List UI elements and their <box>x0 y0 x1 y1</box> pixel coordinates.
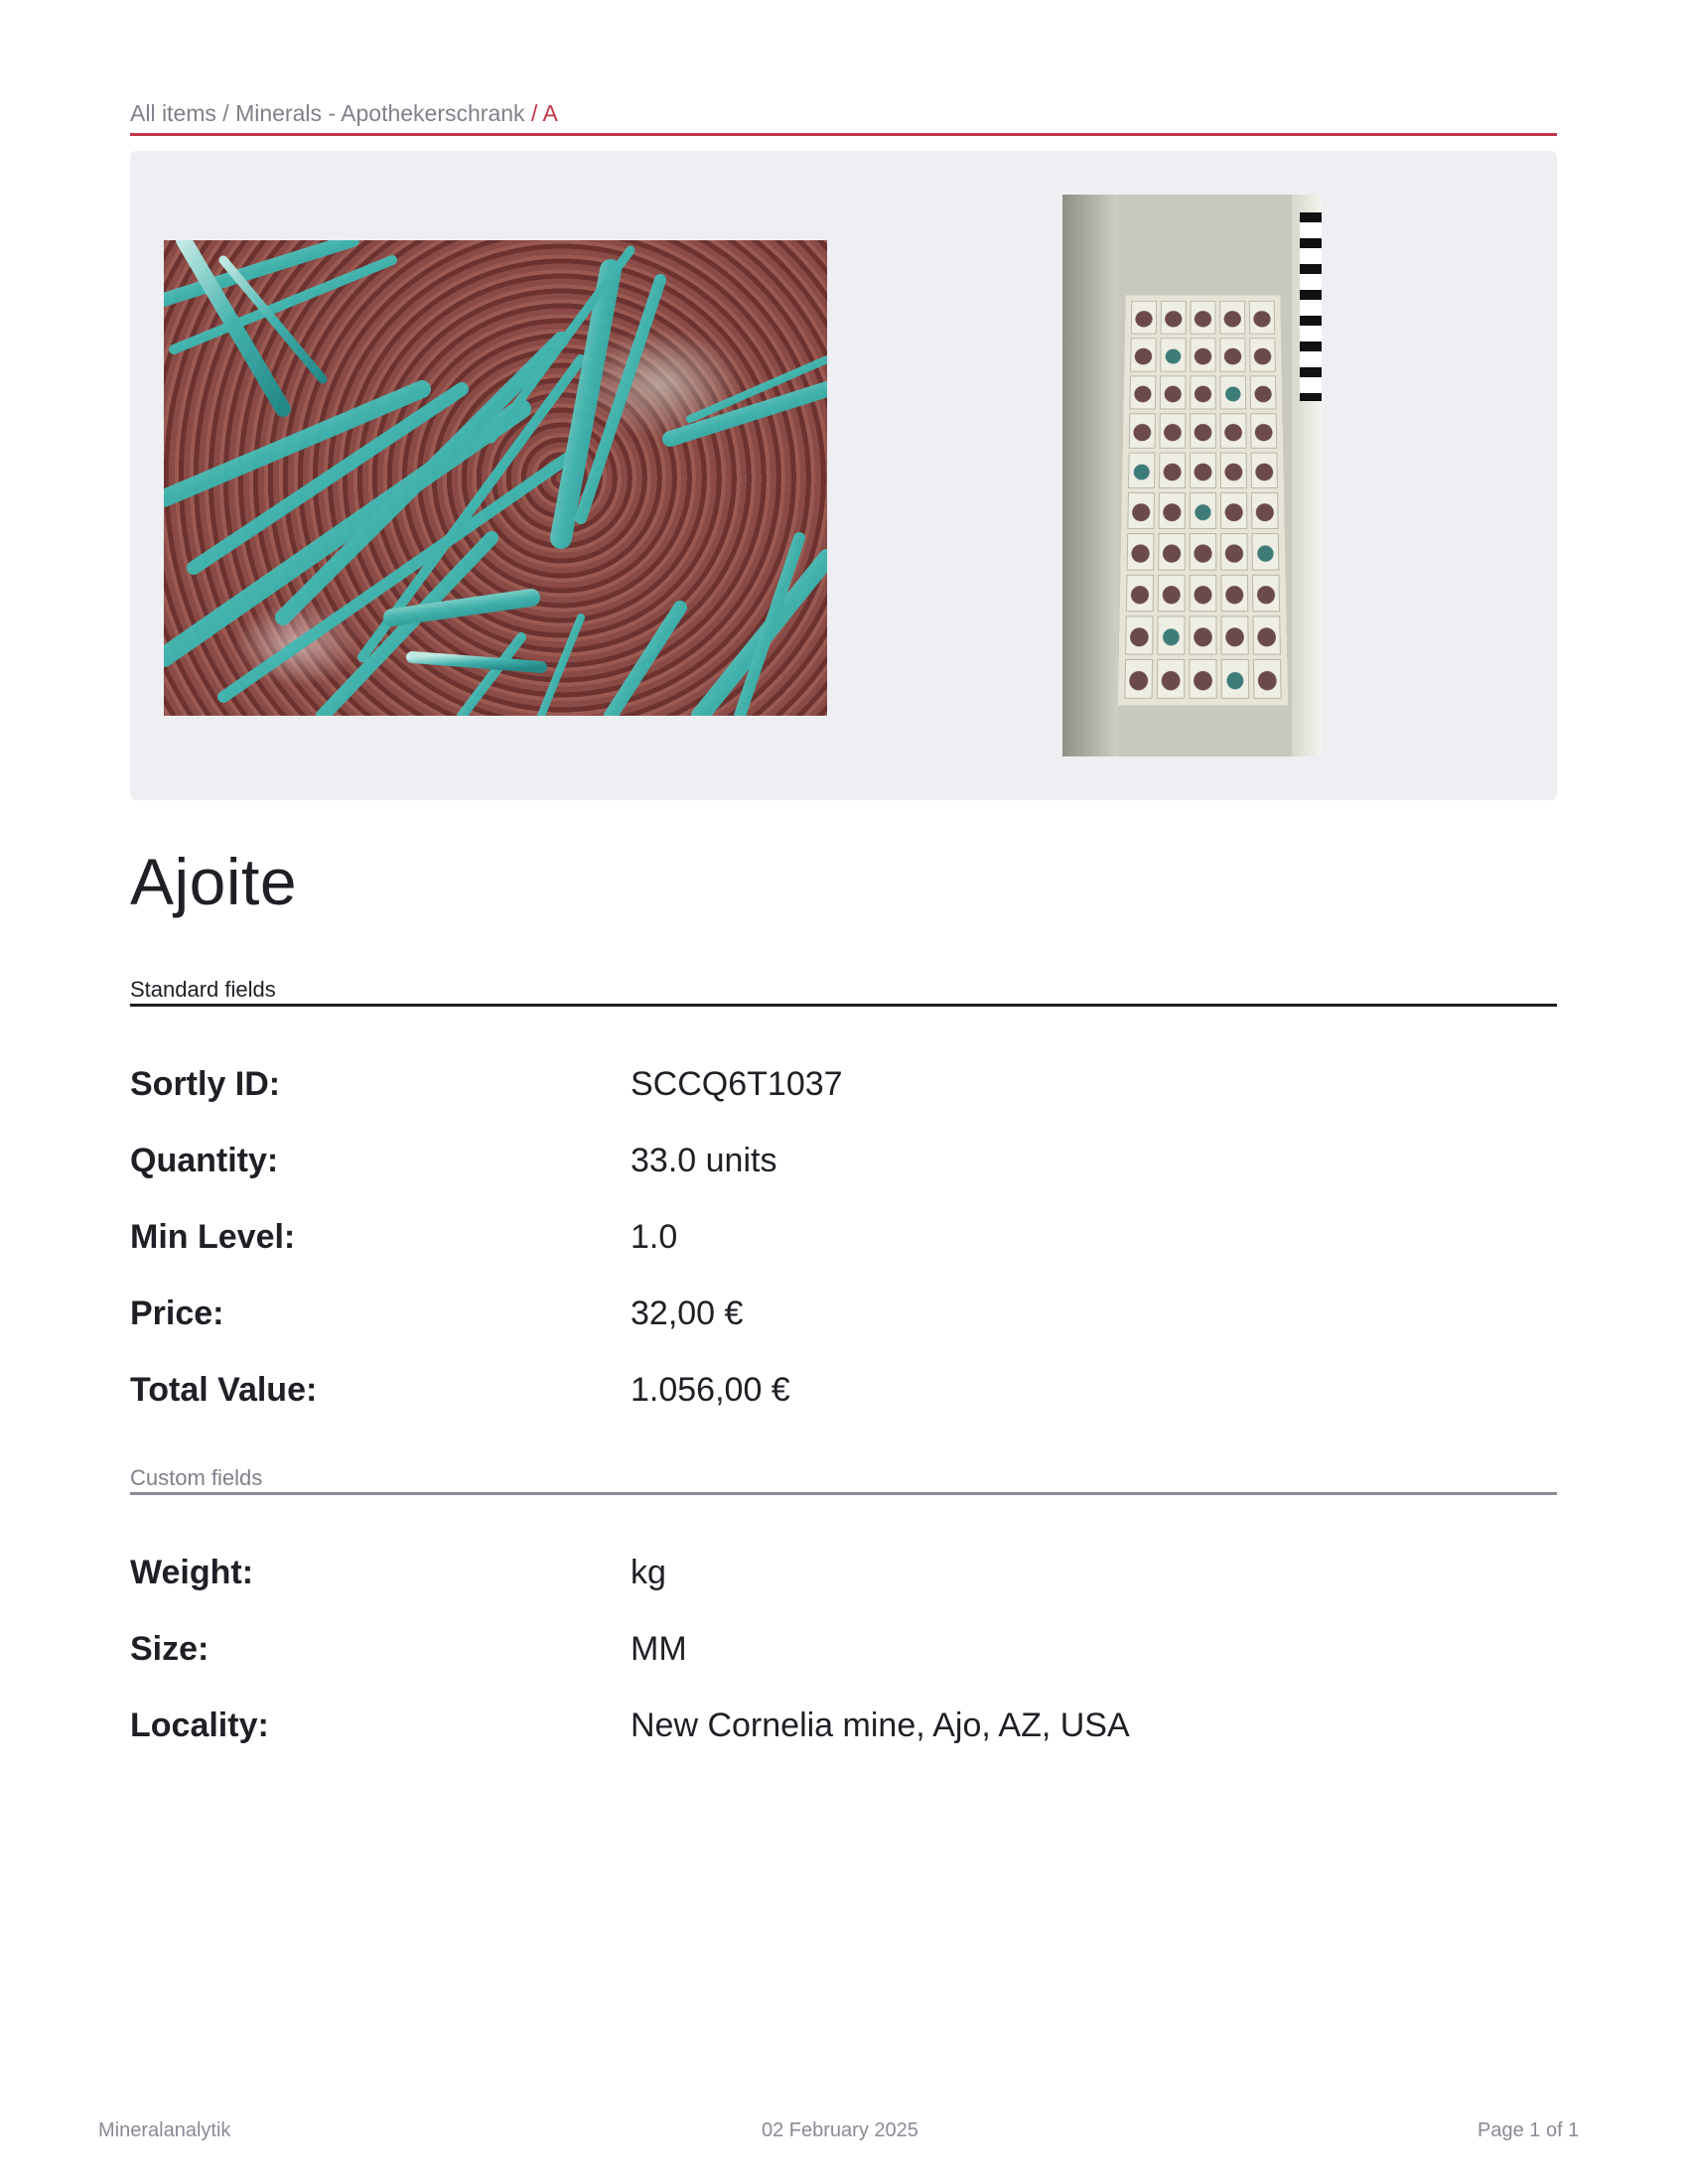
footer-date: 02 February 2025 <box>762 2119 918 2141</box>
field-value: kg <box>631 1554 666 1591</box>
breadcrumb <box>130 99 1557 136</box>
field-row-locality <box>130 1694 1557 1770</box>
field-label: Price: <box>130 1295 224 1332</box>
field-value: SCCQ6T1037 <box>631 1065 843 1103</box>
custom-fields-list <box>130 1541 1557 1770</box>
field-row-size <box>130 1617 1557 1694</box>
field-row-quantity <box>130 1129 1557 1205</box>
footer-page-number: Page 1 of 1 <box>1477 2119 1580 2141</box>
breadcrumb-current: A <box>542 100 558 126</box>
breadcrumb-separator: / <box>530 100 543 126</box>
drawer-labels-graphic <box>1300 212 1322 401</box>
drawer-photo[interactable] <box>1062 195 1322 756</box>
field-value: 1.056,00 € <box>631 1371 790 1409</box>
specimen-tray <box>1118 296 1288 706</box>
drawer-wall <box>1062 195 1118 756</box>
breadcrumb-separator: / <box>222 100 236 126</box>
section-heading-standard-fields: Standard fields <box>130 977 1557 1007</box>
section-heading-custom-fields: Custom fields <box>130 1465 1557 1495</box>
field-row-sortly-id <box>130 1052 1557 1129</box>
field-value: 32,00 € <box>631 1295 744 1332</box>
field-value: 33.0 units <box>631 1142 777 1179</box>
breadcrumb-link-all-items[interactable]: All items <box>130 100 216 126</box>
field-row-price <box>130 1282 1557 1358</box>
field-value: New Cornelia mine, Ajo, AZ, USA <box>631 1706 1130 1744</box>
field-row-min-level <box>130 1205 1557 1282</box>
field-label: Total Value: <box>130 1371 318 1409</box>
field-label: Size: <box>130 1630 210 1668</box>
item-title: Ajoite <box>130 845 298 918</box>
field-label: Weight: <box>130 1554 254 1591</box>
breadcrumb-link-minerals[interactable]: Minerals - Apothekerschrank <box>235 100 525 126</box>
field-label: Sortly ID: <box>130 1065 281 1103</box>
field-label: Locality: <box>130 1706 269 1744</box>
field-value: 1.0 <box>631 1218 678 1256</box>
field-label: Quantity: <box>130 1142 279 1179</box>
image-gallery <box>130 151 1557 800</box>
standard-fields-list <box>130 1052 1557 1434</box>
field-row-weight <box>130 1541 1557 1617</box>
crystal-needles-graphic <box>164 240 827 716</box>
field-value: MM <box>631 1630 687 1668</box>
mineral-photo[interactable] <box>164 240 827 716</box>
footer-company: Mineralanalytik <box>98 2119 231 2141</box>
field-row-total-value <box>130 1358 1557 1434</box>
field-label: Min Level: <box>130 1218 296 1256</box>
